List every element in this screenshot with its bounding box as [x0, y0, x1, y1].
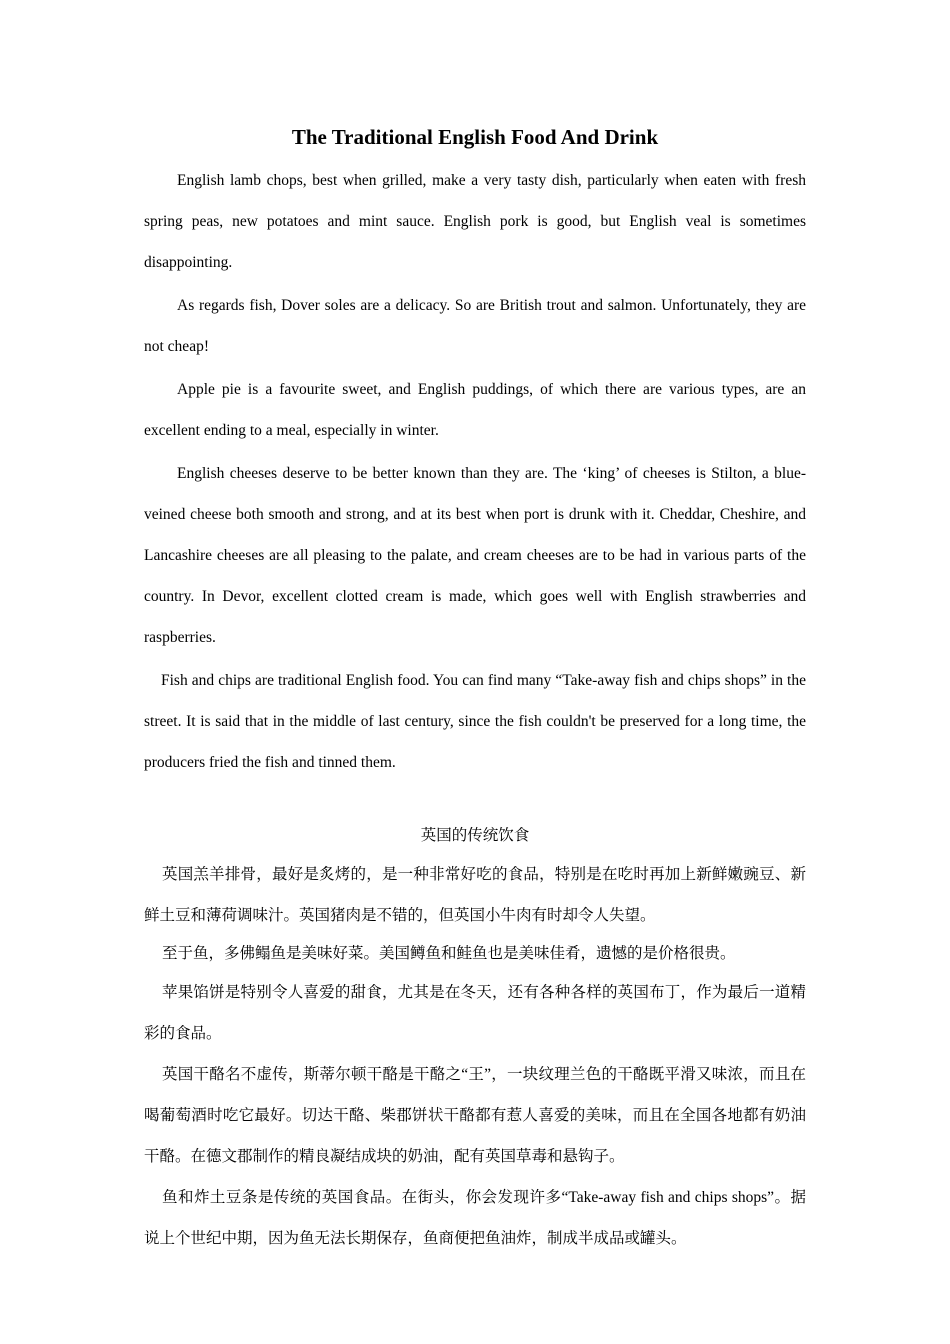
document-title: The Traditional English Food And Drink	[291, 125, 659, 149]
paragraph-fish-and-chips: Fish and chips are traditional English food. You can find many “Take-away fish and chips shops” in the street. It is said that in the middle of last century, since the fish couldn't be preserved for a long time, the producers fried the fish and tinned them.	[144, 672, 806, 771]
english-section	[144, 160, 806, 783]
paragraph-fish: As regards fish, Dover soles are a delicacy. So are British trout and salmon. Unfortunately, they are not cheap!	[144, 297, 806, 355]
zh-paragraph-fish-and-chips: 鱼和炸土豆条是传统的英国食品。在街头，你会发现许多“Take-away fish and chips shops”。据说上个世纪中期，因为鱼无法长期保存，鱼商便把鱼油炸，制成半成品或罐头。	[144, 1189, 806, 1247]
paragraph-cheese: English cheeses deserve to be better known than they are. The ‘king’ of cheeses is Stilton, a blue-veined cheese both smooth and strong, and at its best when port is drunk with it. Cheddar, Cheshire, and Lancashire cheeses are all pleasing to the palate, and cream cheeses are to be had in various parts of the country. In Devor, excellent clotted cream is made, which goes well with English strawberries and raspberries.	[144, 465, 806, 646]
paragraph-pie: Apple pie is a favourite sweet, and English puddings, of which there are various types, are an excellent ending to a meal, especially in winter.	[144, 381, 806, 439]
chinese-section	[144, 854, 806, 1259]
zh-paragraph-fish: 至于鱼，多佛鳎鱼是美味好菜。美国鳟鱼和鲑鱼也是美味佳肴，遗憾的是价格很贵。	[162, 945, 736, 962]
document-body	[144, 122, 806, 1259]
zh-paragraph-pie: 苹果馅饼是特别令人喜爱的甜食，尤其是在冬天，还有各种各样的英国布丁，作为最后一道精彩的食品。	[144, 984, 806, 1042]
paragraph-lamb: English lamb chops, best when grilled, make a very tasty dish, particularly when eaten with fresh spring peas, new potatoes and mint sauce. English pork is good, but English veal is sometimes disappointing.	[144, 172, 806, 271]
zh-paragraph-cheese: 英国干酪名不虚传，斯蒂尔顿干酪是干酪之“王”，一块纹理兰色的干酪既平滑又味浓，而且在喝葡萄酒时吃它最好。切达干酪、柴郡饼状干酪都有惹人喜爱的美味，而且在全国各地都有奶油干酪。在德文郡制作的精良凝结成块的奶油，配有英国草毒和悬钩子。	[144, 1066, 806, 1165]
chinese-title: 英国的传统饮食	[420, 827, 530, 844]
zh-paragraph-lamb: 英国羔羊排骨，最好是炙烤的，是一种非常好吃的食品，特别是在吃时再加上新鲜嫩豌豆、新鲜土豆和薄荷调味汁。英国猪肉是不错的，但英国小牛肉有时却令人失望。	[144, 866, 806, 924]
